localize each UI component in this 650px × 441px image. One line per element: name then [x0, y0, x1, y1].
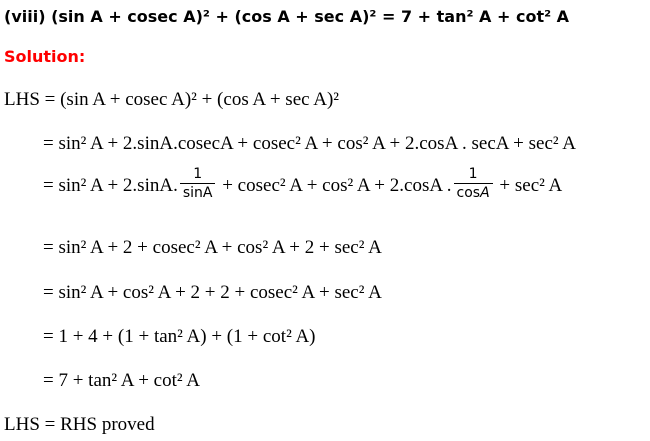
solution-label: Solution: [4, 47, 86, 66]
step-3: = sin² A + 2 + cosec² A + cos² A + 2 + sec² A [43, 237, 382, 258]
step-2-part-3: + sec² A [499, 174, 563, 196]
step-6: = 7 + tan² A + cot² A [43, 370, 201, 391]
fraction-1-over-sina [180, 167, 216, 200]
lhs-expression: LHS = (sin A + cosec A)² + (cos A + sec A)² [4, 89, 340, 110]
step-2 [43, 166, 563, 203]
step-5: = 1 + 4 + (1 + tan² A) + (1 + cot² A) [43, 326, 316, 347]
conclusion: LHS = RHS proved [4, 414, 155, 435]
fraction-1-denominator: sinA [182, 185, 213, 201]
fraction-2-denominator-var: A [480, 185, 490, 201]
step-2-part-1: = sin² A + 2.sinA. [43, 174, 178, 196]
fraction-2-numerator: 1 [454, 167, 493, 184]
fraction-2-denominator [454, 184, 493, 200]
fraction-1-numerator: 1 [180, 167, 216, 184]
step-2-part-2: + cosec² A + cos² A + 2.cosA . [222, 174, 452, 196]
fraction-2-denominator-prefix: cos [456, 185, 481, 201]
fraction-2-over-cosa [454, 167, 493, 200]
problem-heading: (viii) (sin A + cosec A)² + (cos A + sec A)² = 7 + tan² A + cot² A [4, 7, 570, 26]
step-4: = sin² A + cos² A + 2 + 2 + cosec² A + sec² A [43, 282, 382, 303]
step-1: = sin² A + 2.sinA.cosecA + cosec² A + cos² A + 2.cosA . secA + sec² A [43, 133, 577, 154]
